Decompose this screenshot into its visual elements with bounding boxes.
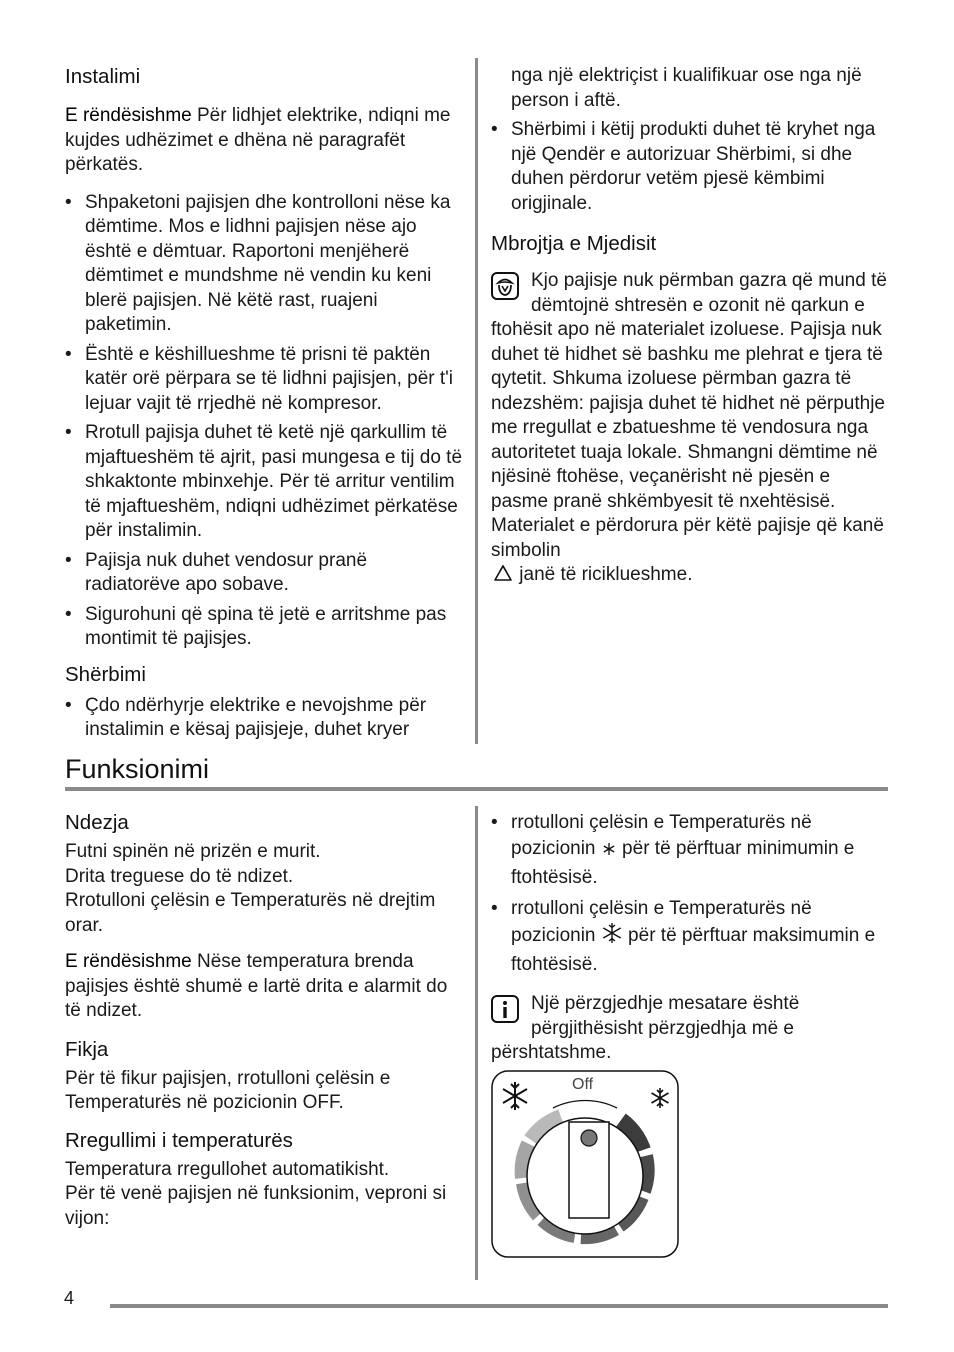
list-item: • Shpaketoni pajisjen dhe kontrolloni nëse ka dëmtime. Mos e lidhni pajisjen nëse ajo është e dëmtuar. Raportoni menjëherë dëmtimet e mundshme në vendin ku keni blerë pajisjen. Në këtë rast, ruajeni paketimin. (65, 191, 465, 338)
snowflake-small-icon (601, 839, 617, 865)
column-divider (475, 806, 478, 1280)
column-divider (475, 58, 478, 744)
list-item: • Rrotull pajisja duhet të ketë një qarkullim të mjaftueshëm të ajrit, pasi mungesa e tij do të shkaktonte mbinxehje. Për të arritur ventilim të mjaftueshëm, ndiqni udhëzimet përkatëse për instalimin. (65, 421, 465, 544)
footer-rule (110, 1304, 888, 1308)
temperature-text-1: Temperatura rregullohet automatikisht. (65, 1158, 390, 1180)
important-label: E rëndësishme (65, 951, 192, 972)
important-text: Nëse temperatura brenda pajisjes është shumë e lartë drita e alarmit do të ndizet. (65, 951, 448, 1021)
operation-left (65, 810, 465, 1231)
list-item: • Shërbimi i këtij produkti duhet të kryhet nga një Qendër e autorizuar Shërbimi, si dhe duhen përdorur vetëm pjesë këmbimi origjinale. (491, 118, 891, 216)
list-item: • Sigurohuni që spina të jetë e arritshme pas montimit të pajisjes. (65, 603, 465, 652)
recycle-appliance-icon (491, 272, 519, 300)
switch-on-line-1: Futni spinën në prizën e murit. (65, 841, 321, 862)
switch-on-line-2: Drita treguese do të ndizet. (65, 865, 294, 887)
temperature-heading: Rregullimi i temperaturës (65, 1128, 293, 1152)
thermostat-dial (491, 1070, 679, 1258)
dial-off-label: Off (572, 1076, 594, 1093)
environment-block (491, 269, 891, 592)
service-heading: Shërbimi (65, 662, 146, 686)
info-block (491, 992, 891, 1066)
temperature-bullets (491, 810, 891, 978)
switch-on-line-3: Rrotulloni çelësin e Temperaturës në drejtim orar. (65, 890, 436, 936)
list-item: • Çdo ndërhyrje elektrike e nevojshme për instalimin e kësaj pajisjeje, duhet kryer (65, 694, 465, 743)
install-important (65, 104, 465, 178)
recycle-icon (492, 564, 514, 592)
switch-on-important (65, 950, 465, 1024)
switch-on-heading: Ndezja (65, 811, 129, 834)
service-bullets-left (65, 694, 465, 743)
install-heading: Instalimi (65, 65, 141, 88)
info-icon (491, 995, 519, 1023)
list-item: • Është e këshillueshme të prisni të paktën katër orë përpara se të lidhni pajisjen, për t'i lejuar vajit të rrjedhë në kompresor. (65, 343, 465, 417)
operation-right (491, 810, 891, 1093)
environment-heading: Mbrojtja e Mjedisit (491, 232, 657, 255)
list-item: • Pajisja nuk duhet vendosur pranë radiatorëve apo sobave. (65, 549, 465, 598)
service-bullets-right (491, 118, 891, 216)
service-continued (491, 64, 891, 592)
section-rule (65, 787, 888, 791)
install-section (65, 64, 465, 748)
list-item: • rrotulloni çelësin e Temperaturës në pozicionin për të përftuar maksimumin e ftohtësisë. (491, 896, 891, 978)
page-number: 4 (64, 1288, 75, 1308)
info-text: Një përzgjedhje mesatare është përgjithësisht përzgjedhja më e përshtatshme. (491, 993, 800, 1063)
environment-text: Kjo pajisje nuk përmban gazra që mund të dëmtojnë shtresën e ozonit në qarkun e ftohësit apo në materialet izoluese. Pajisja nuk duhet të hidhet së bashku me plehrat e tjera të qytetit. Shkuma izoluese përmban gazra të ndezshëm: pajisja duhet të hidhet në përputhje me rregullat e zbatueshme të vendosura nga autoritetet tuaja lokale. Shmangni dëmtime në njësinë ftohëse, veçanërisht në pjesën e pasme pranë shkëmbyesit të nxehtësisë. Materialet e përdorura për këtë pajisje që kanë simbolin janë të riciklueshme. (491, 269, 891, 592)
section-title: Funksionimi (65, 754, 210, 784)
list-item: • rrotulloni çelësin e Temperaturës në pozicionin për të përftuar minimumin e ftohtësisë. (491, 810, 891, 891)
switch-off-heading: Fikja (65, 1037, 109, 1061)
important-text: Për lidhjet elektrike, ndiqni me kujdes udhëzimet e dhëna në paragrafët përkatës. (65, 105, 451, 175)
service-bullet1-continued: nga një elektriçist i kualifikuar ose nga një person i aftë. (511, 65, 862, 111)
switch-off-text: Për të fikur pajisjen, rrotulloni çelësin e Temperaturës në pozicionin OFF. (65, 1067, 391, 1113)
snowflake-large-icon (601, 922, 623, 952)
temperature-text-2: Për të venë pajisjen në funksionim, veproni si vijon: (65, 1183, 447, 1229)
install-bullets (65, 191, 465, 652)
important-label: E rëndësishme (65, 105, 192, 126)
